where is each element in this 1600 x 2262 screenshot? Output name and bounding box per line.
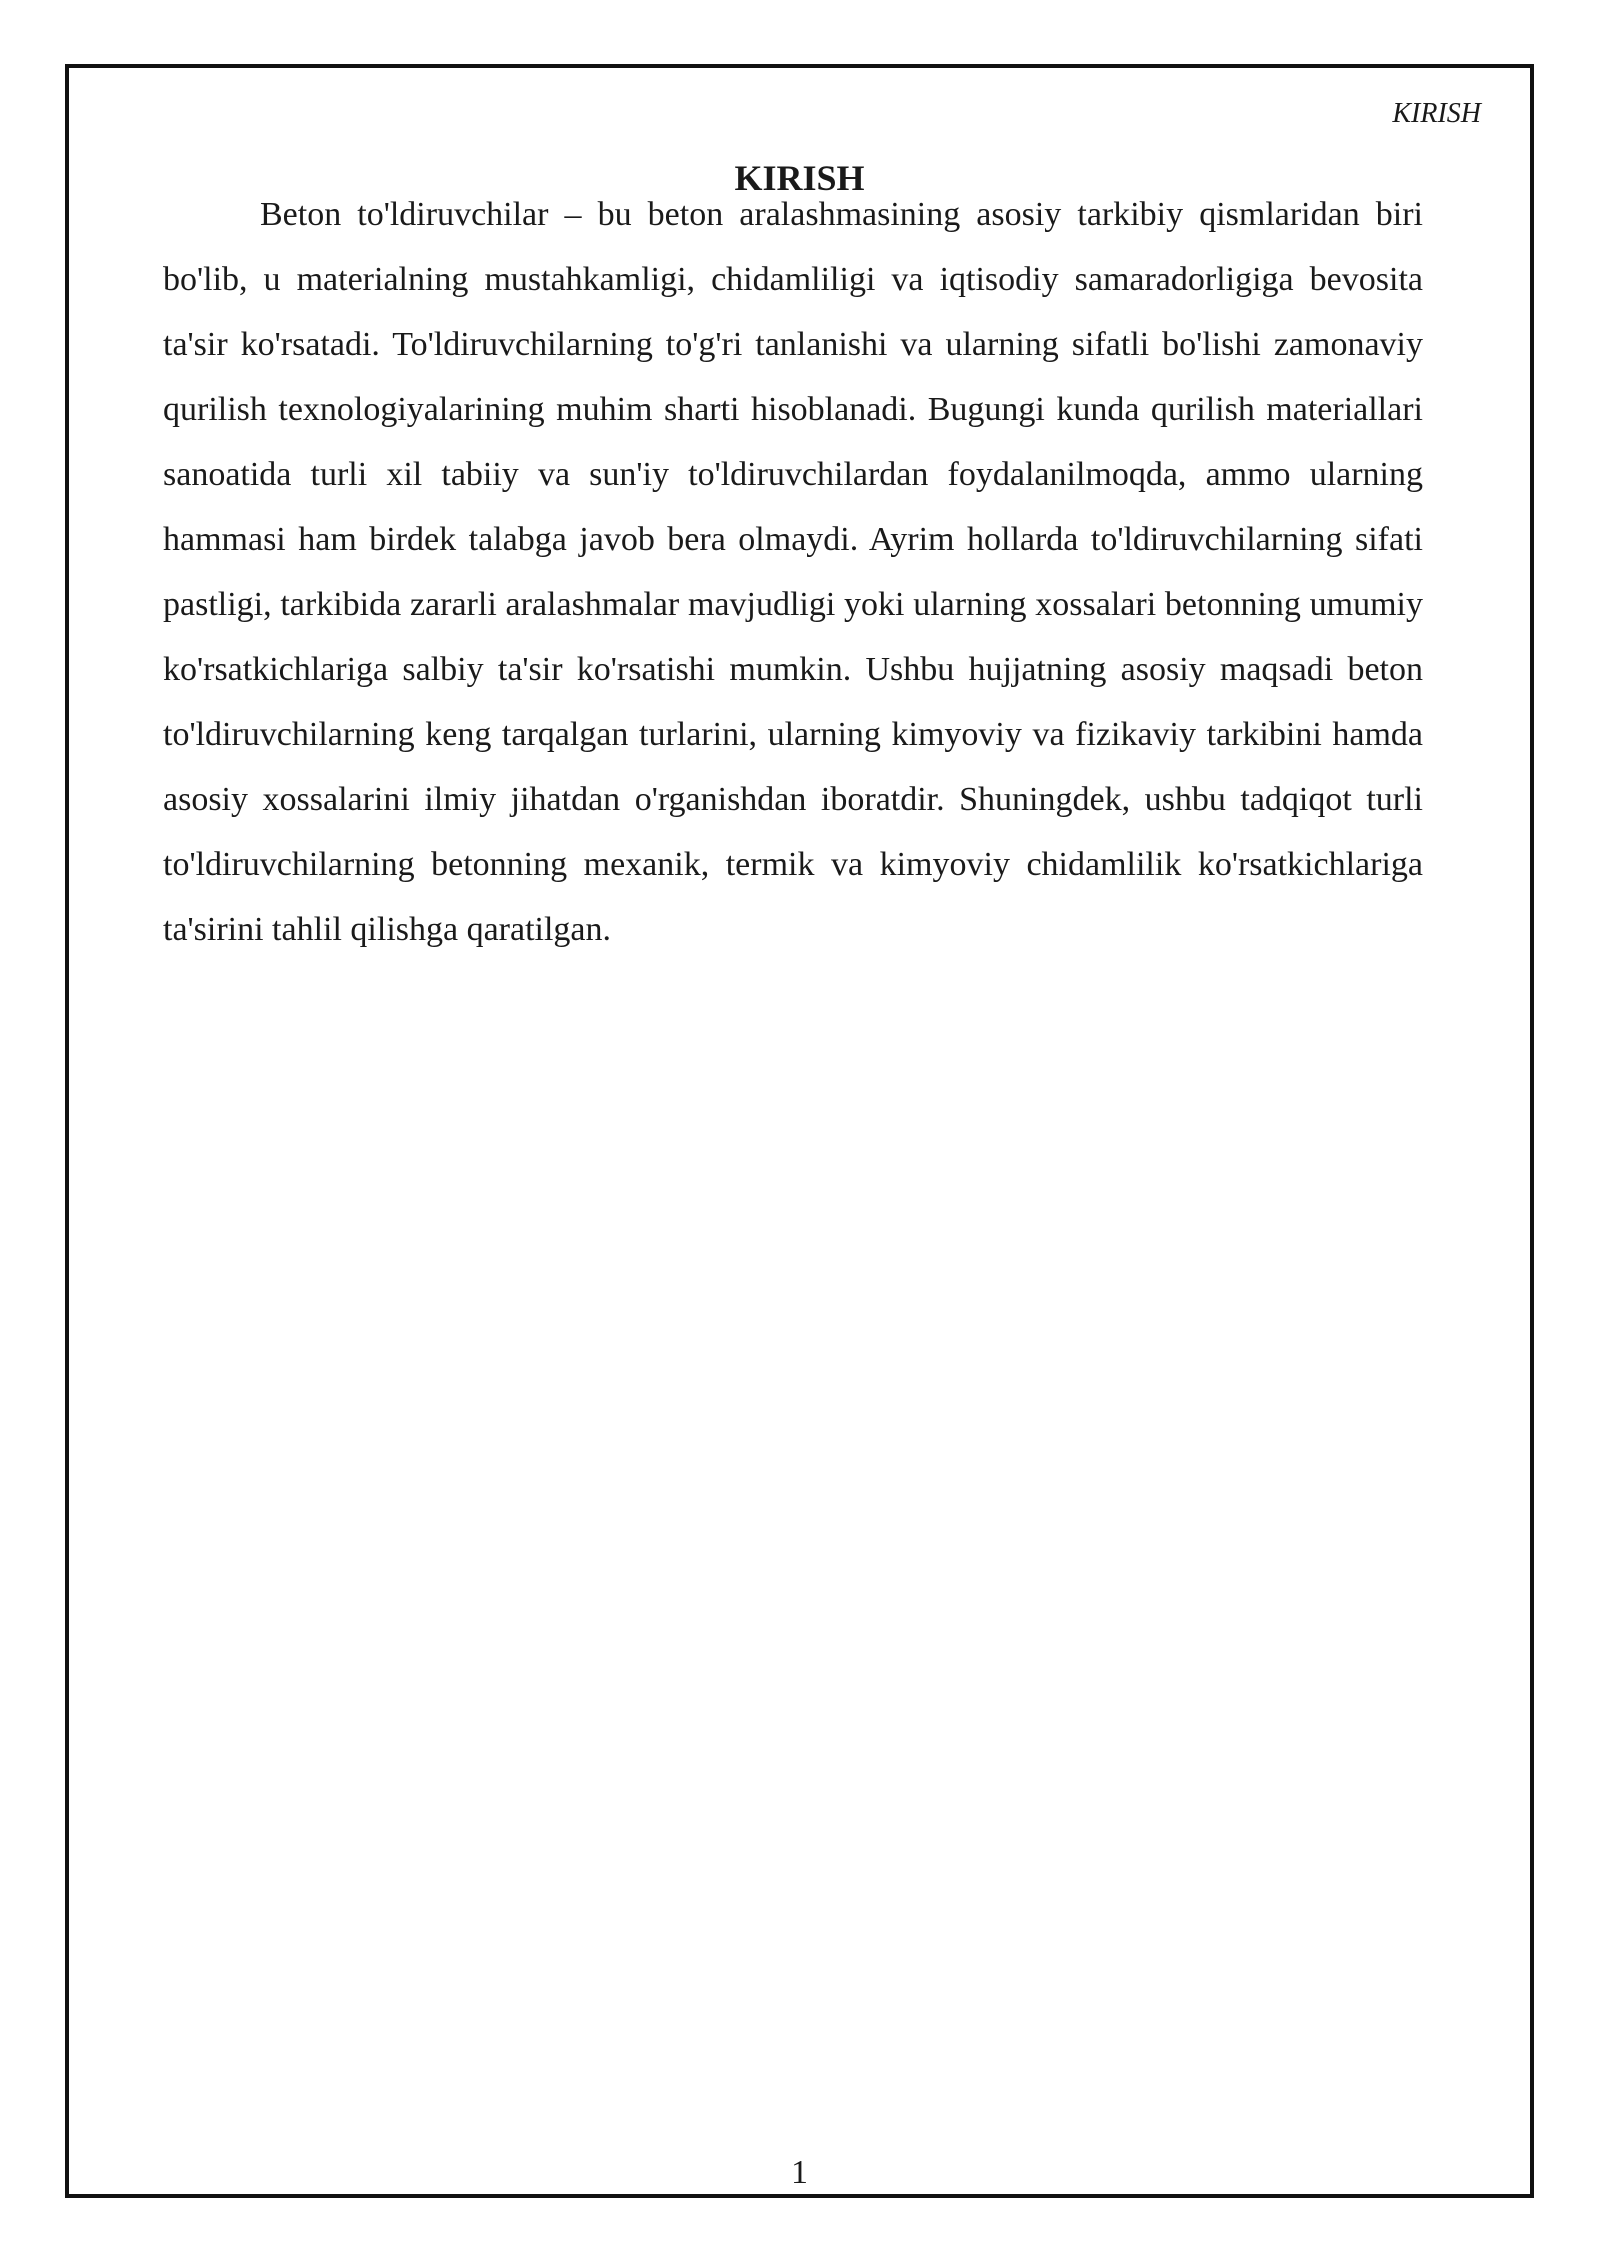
running-header: KIRISH xyxy=(1392,98,1481,129)
section-title: KIRISH xyxy=(734,158,865,198)
page-number: 1 xyxy=(791,2154,808,2191)
body-paragraph: Beton to'ldiruvchilar – bu beton aralashmasining asosiy tarkibiy qismlaridan biri bo'lib, u materialning mustahkamligi, chidamliligi va iqtisodiy samaradorligiga bevosita ta'sir ko'rsatadi. To'ldiruvchilarning to'g'ri tanlanishi va ularning sifatli bo'lishi zamonaviy qurilish texnologiyalarining muhim sharti hisoblanadi. Bugungi kunda qurilish materiallari sanoatida turli xil tabiiy va sun'iy to'ldiruvchilardan foydalanilmoqda, ammo ularning hammasi ham birdek talabga javob bera olmaydi. Ayrim hollarda to'ldiruvchilarning sifati pastligi, tarkibida zararli aralashmalar mavjudligi yoki ularning xossalari betonning umumiy ko'rsatkichlariga salbiy ta'sir ko'rsatishi mumkin. Ushbu hujjatning asosiy maqsadi beton to'ldiruvchilarning keng tarqalgan turlarini, ularning kimyoviy va fizikaviy tarkibini hamda asosiy xossalarini ilmiy jihatdan o'rganishdan iboratdir. Shuningdek, ushbu tadqiqot turli to'ldiruvchilarning betonning mexanik, termik va kimyoviy chidamlilik ko'rsatkichlariga ta'sirini tahlil qilishga qaratilgan. xyxy=(163,196,1423,948)
